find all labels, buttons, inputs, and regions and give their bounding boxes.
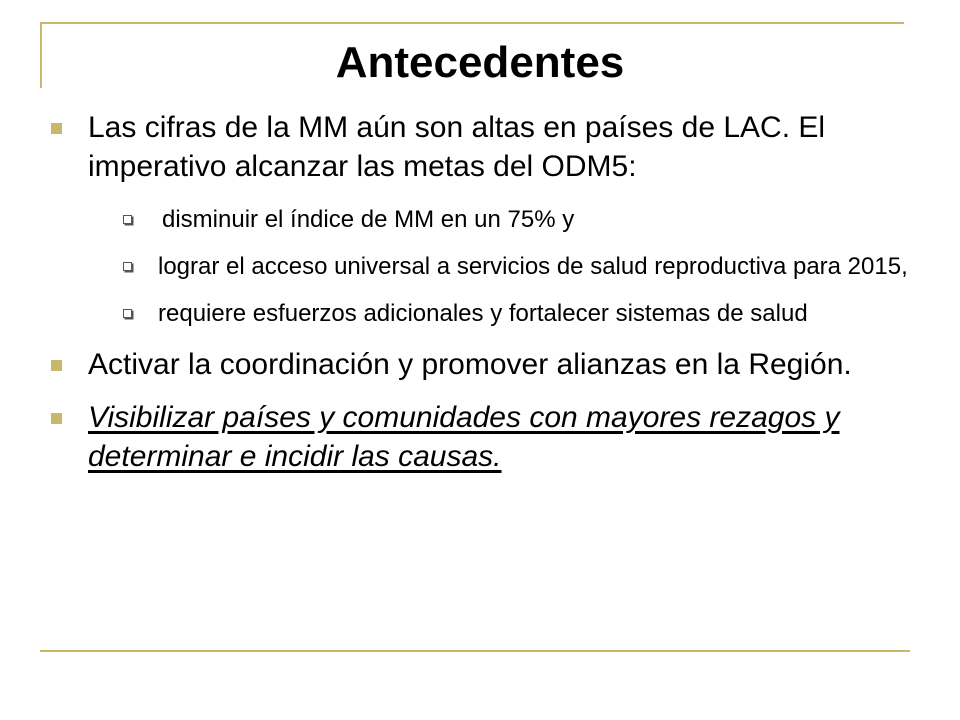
sub-bullet-item xyxy=(48,251,918,282)
slide-title: Antecedentes xyxy=(335,38,625,87)
bullet-item xyxy=(48,108,918,186)
square-bullet-icon xyxy=(51,123,62,134)
square-bullet-icon xyxy=(51,360,62,371)
top-border-line xyxy=(40,22,904,24)
sub-bullet-text: lograr el acceso universal a servicios de salud reproductiva para 2015, xyxy=(158,253,908,280)
bullet-item xyxy=(48,345,918,384)
hollow-square-bullet-icon xyxy=(123,262,132,271)
bottom-border-line xyxy=(40,650,910,652)
sub-bullet-item xyxy=(48,298,918,329)
bullet-text-emphasized: Visibilizar países y comunidades con mayores rezagos y determinar e incidir las causas. xyxy=(88,401,840,473)
hollow-square-bullet-icon xyxy=(123,215,132,224)
hollow-square-bullet-icon xyxy=(123,309,132,318)
bullet-item xyxy=(48,398,918,476)
bullet-text: Activar la coordinación y promover alianzas en la Región. xyxy=(88,348,852,381)
square-bullet-icon xyxy=(51,413,62,424)
slide-content xyxy=(48,108,918,490)
sub-bullet-text: disminuir el índice de MM en un 75% y xyxy=(162,206,575,233)
sub-bullet-text: requiere esfuerzos adicionales y fortalecer sistemas de salud xyxy=(158,300,808,327)
bullet-text: Las cifras de la MM aún son altas en países de LAC. El imperativo alcanzar las metas del ODM5: xyxy=(88,111,826,183)
sub-bullet-item xyxy=(48,204,918,235)
